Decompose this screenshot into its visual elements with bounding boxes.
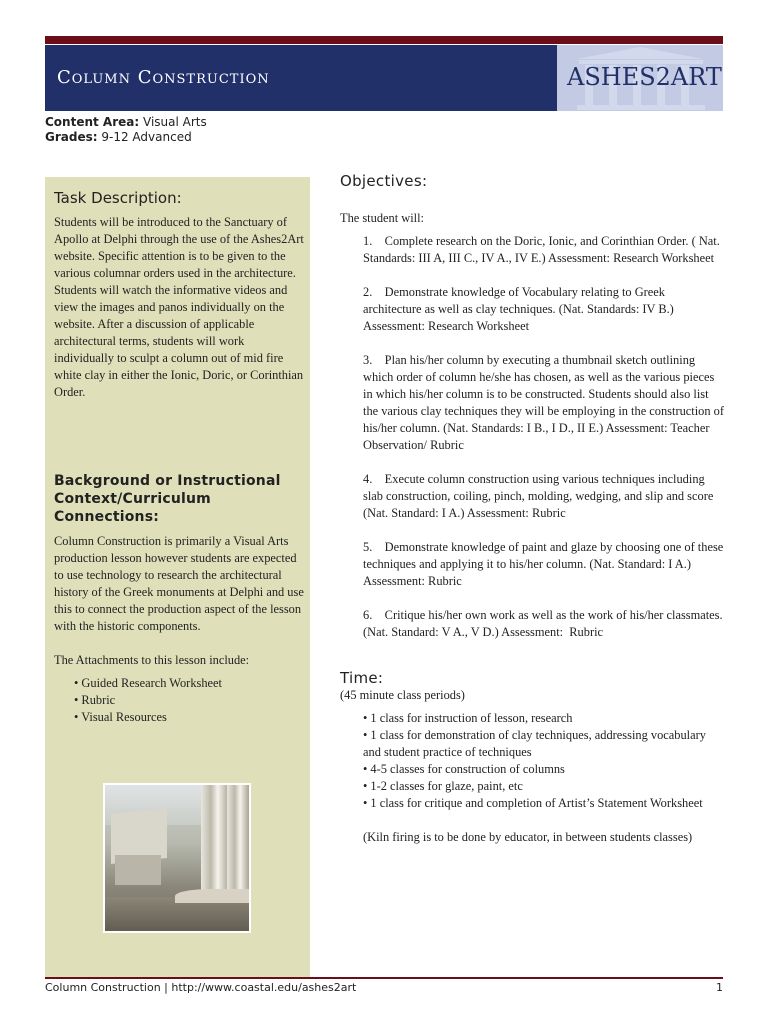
attachments-list bbox=[74, 675, 304, 726]
page-number: 1 bbox=[716, 981, 723, 994]
grades-label: Grades: bbox=[45, 130, 98, 144]
ashes2art-logo bbox=[557, 45, 723, 111]
content-area-label: Content Area: bbox=[45, 115, 140, 129]
logo-text: ASHES2ART bbox=[567, 63, 722, 91]
list-item: • 1 class for critique and completion of Artist’s Statement Worksheet bbox=[363, 796, 703, 810]
sidebar bbox=[45, 177, 310, 977]
objectives-heading: Objectives: bbox=[340, 172, 428, 190]
background-section bbox=[54, 472, 304, 726]
list-item: 5. Demonstrate knowledge of paint and glaze by choosing one of these techniques and applying it to his/her column. (Nat. Standard: I A.) Assessment: Rubric bbox=[363, 540, 724, 588]
list-item: • 4-5 classes for construction of columns bbox=[363, 762, 565, 776]
list-item: 4. Execute column construction using various techniques including slab construction, coiling, pinch, molding, wedging, and slip and score (Nat. Standard: I A.) Assessment: Rubric bbox=[363, 472, 714, 520]
time-heading: Time: bbox=[340, 669, 384, 687]
kiln-note: (Kiln firing is to be done by educator, in between students classes) bbox=[363, 830, 693, 844]
list-item: • Guided Research Worksheet bbox=[74, 676, 222, 690]
list-item: 6. Critique his/her own work as well as the work of his/her classmates. (Nat. Standard: V A., V D.) Assessment: Rubric bbox=[363, 608, 723, 639]
page-footer bbox=[45, 981, 723, 994]
list-item: • 1 class for demonstration of clay techniques, addressing vocabulary and student practice of techniques bbox=[363, 728, 706, 759]
attachments-intro: The Attachments to this lesson include: bbox=[54, 653, 250, 667]
list-item: • 1 class for instruction of lesson, research bbox=[363, 711, 573, 725]
time-list bbox=[363, 710, 725, 812]
objectives-intro: The student will: bbox=[340, 211, 424, 225]
background-body: Column Construction is primarily a Visual Arts production lesson however students are expected to use technology to research the architectural history of the Greek monuments at Delphi and use this to connect the production aspect of the lesson with the historic components. bbox=[54, 534, 304, 633]
content-area-row bbox=[45, 115, 207, 130]
list-item: 2. Demonstrate knowledge of Vocabulary relating to Greek architecture as well as clay techniques. (Nat. Standards: IV B.) Assessment: Research Worksheet bbox=[363, 285, 674, 333]
footer-text: Column Construction | http://www.coastal.edu/ashes2art bbox=[45, 981, 357, 994]
objectives-list bbox=[363, 233, 725, 641]
list-item: • Visual Resources bbox=[74, 710, 167, 724]
time-subheading: (45 minute class periods) bbox=[340, 688, 465, 702]
grades-row bbox=[45, 130, 207, 145]
task-description-section bbox=[54, 189, 304, 401]
header-accent-bar bbox=[45, 36, 723, 44]
page-title: Column Construction bbox=[57, 67, 270, 88]
lesson-meta bbox=[45, 115, 207, 145]
background-heading: Background or Instructional Context/Curriculum Connections: bbox=[54, 473, 281, 525]
task-description-heading: Task Description: bbox=[54, 189, 182, 207]
task-description-body: Students will be introduced to the Sanctuary of Apollo at Delphi through the use of the Ashes2Art website. Specific attention is to be given to the various columnar orders used in the architecture. Students will watch the informative videos and view the images and panos individually on the website. After a discussion of applicable architectural terms, students will work individually to sculpt a column out of mid fire white clay in either the Ionic, Doric, or Corinthian Order. bbox=[54, 215, 304, 399]
grades-value: 9-12 Advanced bbox=[101, 130, 192, 144]
list-item: 3. Plan his/her column by executing a thumbnail sketch outlining which order of column he/she has chosen, as well as the various pieces in which his/her column is to be constructed. Students should also list the various clay techniques they will be employing in the construction of his/her column. (Nat. Standards: I B., I D., II E.) Assessment: Teacher Observation/ Rubric bbox=[363, 353, 724, 452]
footer-divider bbox=[45, 977, 723, 979]
content-area-value: Visual Arts bbox=[143, 115, 207, 129]
header-banner bbox=[45, 45, 723, 111]
list-item: • Rubric bbox=[74, 693, 116, 707]
main-content bbox=[340, 172, 725, 846]
delphi-column-photo bbox=[103, 783, 251, 933]
list-item: 1. Complete research on the Doric, Ionic, and Corinthian Order. ( Nat. Standards: III A, III C., IV A., IV E.) Assessment: Research Worksheet bbox=[363, 234, 720, 265]
list-item: • 1-2 classes for glaze, paint, etc bbox=[363, 779, 523, 793]
